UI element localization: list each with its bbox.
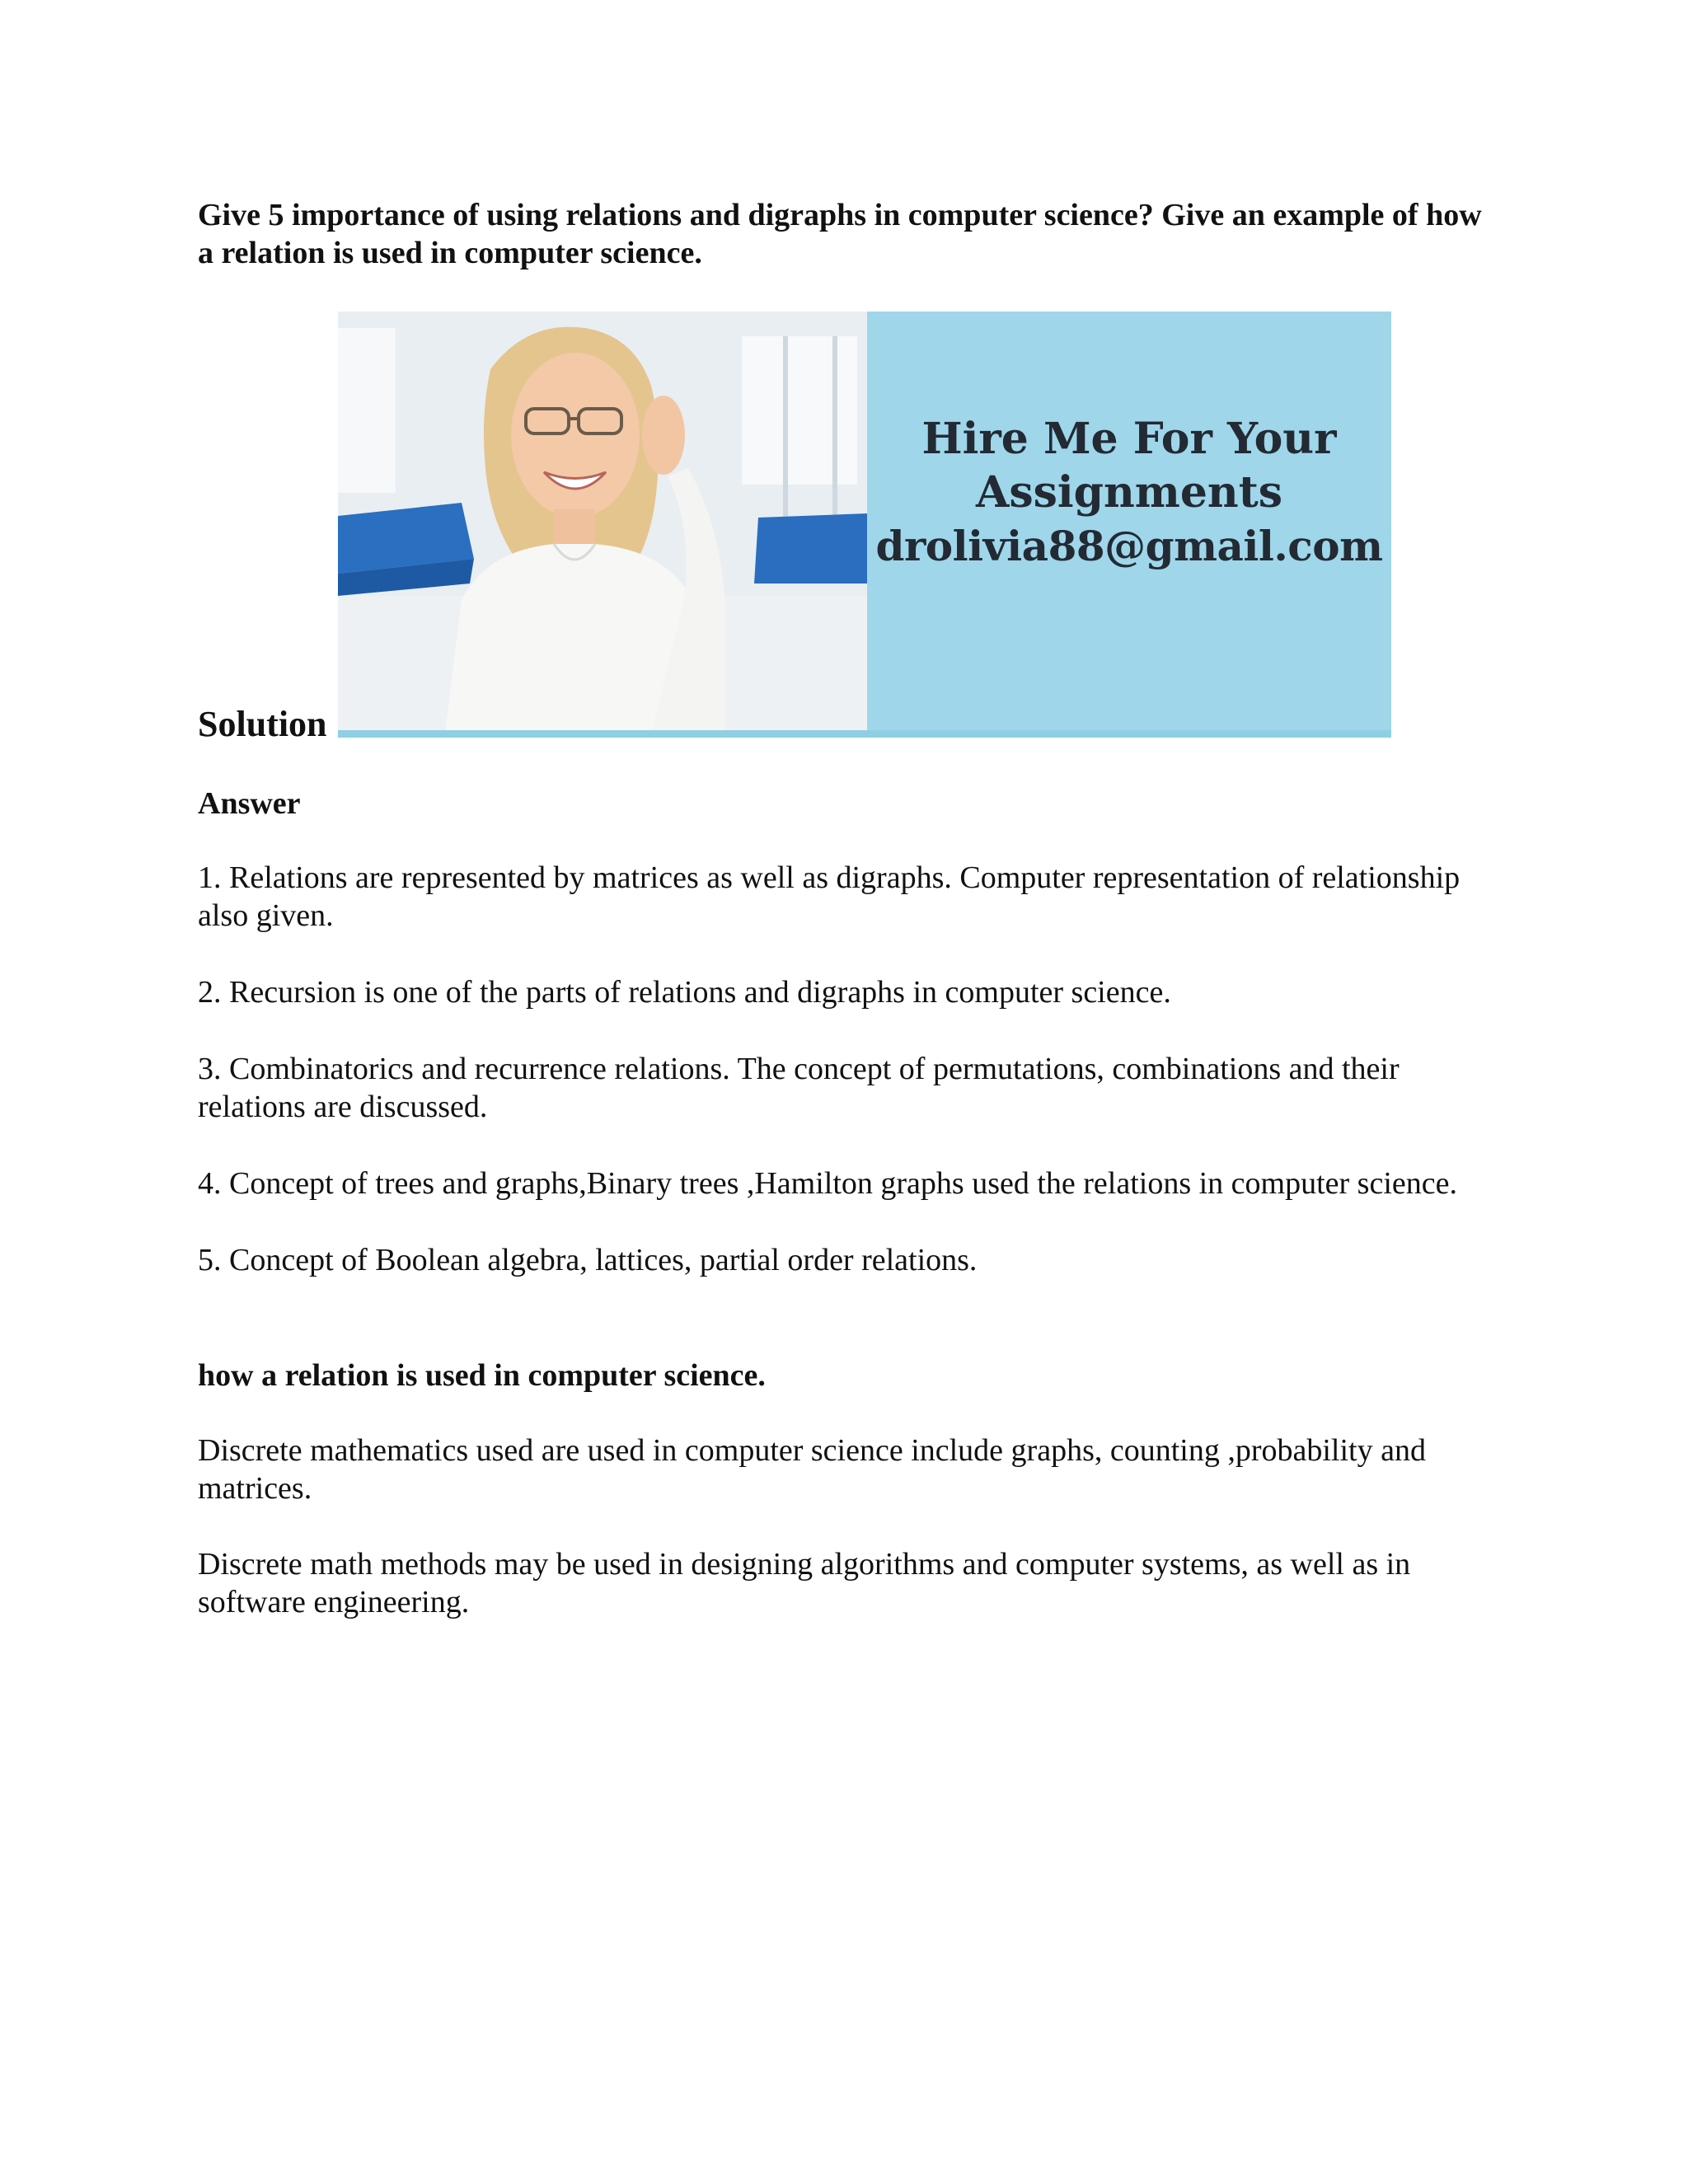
- list-item: 4. Concept of trees and graphs,Binary trees ,Hamilton graphs used the relations in computer science.: [198, 1166, 1457, 1201]
- answer-heading: Answer: [198, 786, 301, 821]
- list-item: 5. Concept of Boolean algebra, lattices, partial order relations.: [198, 1243, 978, 1277]
- woman-photo-illustration: [338, 312, 867, 733]
- paragraph-discrete-mathematics: Discrete mathematics used are used in computer science include graphs, counting ,probability and matrices.: [198, 1433, 1426, 1506]
- solution-heading: Solution: [198, 704, 327, 744]
- advertisement-banner: [338, 312, 1391, 738]
- banner-text-area: [867, 312, 1391, 738]
- list-item: 2. Recursion is one of the parts of relations and digraphs in computer science.: [198, 975, 1171, 1010]
- banner-email: drolivia88@gmail.com: [875, 522, 1383, 570]
- list-item: 1. Relations are represented by matrices as well as digraphs. Computer representation of relationship also given.: [198, 860, 1461, 933]
- banner-line-hire: Hire Me For Your: [921, 414, 1337, 464]
- banner-bottom-strip: [338, 730, 1391, 738]
- answer-list: [198, 859, 1500, 1318]
- paragraph-discrete-methods: Discrete math methods may be used in designing algorithms and computer systems, as well as in software engineering.: [198, 1547, 1411, 1619]
- question-text: Give 5 importance of using relations and digraphs in computer science? Give an example of how a relation is used in computer science.: [198, 198, 1482, 270]
- list-item: 3. Combinatorics and recurrence relations. The concept of permutations, combinations and their relations are discussed.: [198, 1052, 1400, 1124]
- relation-heading: how a relation is used in computer science.: [198, 1358, 766, 1393]
- banner-photo: [338, 312, 867, 733]
- banner-line-assignments: Assignments: [975, 467, 1283, 518]
